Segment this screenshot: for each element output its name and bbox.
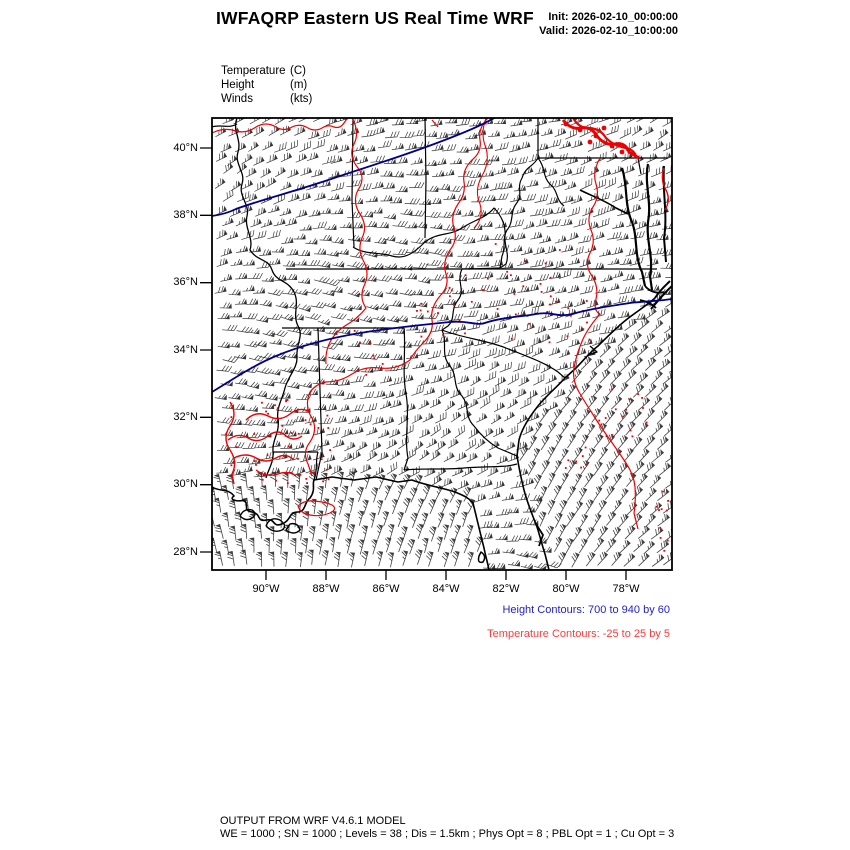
temperature-contour-blob	[594, 134, 599, 139]
temperature-speckle	[667, 540, 669, 542]
temperature-speckle	[265, 411, 267, 413]
temperature-speckle	[641, 397, 643, 399]
temperature-speckle	[298, 433, 300, 435]
footer-model-line: OUTPUT FROM WRF V4.6.1 MODEL	[220, 815, 406, 827]
temperature-speckle	[666, 510, 668, 512]
temperature-contour-blob	[588, 140, 593, 145]
temperature-speckle	[582, 455, 584, 457]
temperature-speckle	[359, 342, 361, 344]
temperature-speckle	[487, 278, 489, 280]
temperature-speckle	[300, 474, 302, 476]
temperature-speckle	[510, 274, 512, 276]
temperature-speckle	[370, 343, 372, 345]
temperature-contour-blob	[564, 122, 569, 127]
temperature-speckle	[365, 374, 367, 376]
temperature-speckle	[288, 446, 290, 448]
temperature-speckle	[297, 458, 299, 460]
temperature-speckle	[437, 312, 439, 314]
temperature-speckle	[254, 460, 256, 462]
temperature-speckle	[451, 289, 453, 291]
temperature-speckle	[497, 308, 499, 310]
page-title: IWFAQRP Eastern US Real Time WRF	[216, 8, 534, 28]
temperature-speckle	[231, 464, 233, 466]
temperature-speckle	[585, 464, 587, 466]
boundary-path	[212, 124, 237, 127]
temperature-speckle	[580, 467, 582, 469]
temperature-speckle	[262, 479, 264, 481]
boundary-path	[404, 328, 408, 470]
temperature-speckle	[611, 388, 613, 390]
temperature-speckle	[555, 301, 557, 303]
temperature-speckle	[267, 413, 269, 415]
boundary-path	[622, 168, 645, 286]
temperature-speckle	[427, 311, 429, 313]
temperature-speckle	[522, 285, 524, 287]
temperature-speckle	[285, 399, 287, 401]
temperature-speckle	[611, 434, 613, 436]
temperature-speckle	[586, 300, 588, 302]
temperature-speckle	[264, 473, 266, 475]
temperature-speckle	[661, 508, 663, 510]
height-contour	[212, 299, 672, 392]
temperature-contour-blob	[610, 144, 615, 149]
temperature-speckle	[511, 338, 513, 340]
lat-tick-label: 36°N	[173, 276, 198, 289]
lat-tick-label: 30°N	[173, 478, 198, 491]
boundary-path	[664, 166, 666, 262]
legend-temperature-name: Temperature	[221, 65, 286, 77]
temperature-speckle	[601, 424, 603, 426]
temperature-contour-blob	[578, 128, 583, 133]
lat-tick-label: 28°N	[173, 545, 198, 558]
lon-tick-label: 90°W	[252, 583, 280, 595]
lon-tick-label: 86°W	[372, 583, 400, 595]
temperature-speckle	[442, 334, 444, 336]
temperature-speckle	[292, 473, 294, 475]
temperature-speckle	[449, 287, 451, 289]
temperature-speckle	[318, 427, 320, 429]
temperature-speckle	[267, 454, 269, 456]
temperature-speckle	[277, 407, 279, 409]
boundary-path	[479, 552, 485, 562]
temperature-contour-blob	[602, 126, 607, 131]
temperature-speckle	[421, 303, 423, 305]
temperature-speckle	[575, 462, 577, 464]
temperature-speckle	[453, 304, 455, 306]
temperature-speckle	[660, 537, 662, 539]
temperature-speckle	[261, 402, 263, 404]
temperature-contour-legend: Temperature Contours: -25 to 25 by 5	[487, 628, 670, 640]
legend-temperature-unit: (C)	[290, 65, 306, 77]
temperature-speckle	[528, 323, 530, 325]
temperature-speckle	[354, 330, 356, 332]
temperature-speckle	[291, 432, 293, 434]
temperature-speckle	[642, 407, 644, 409]
temperature-speckle	[495, 243, 497, 245]
temperature-speckle	[328, 478, 330, 480]
temperature-contour	[326, 118, 367, 364]
height-contour-legend: Height Contours: 700 to 940 by 60	[502, 604, 670, 616]
lat-tick-label: 32°N	[173, 410, 198, 423]
temperature-contour	[305, 118, 488, 476]
temperature-speckle	[382, 363, 384, 365]
temperature-contour	[563, 120, 639, 158]
temperature-speckle	[514, 293, 516, 295]
temperature-speckle	[549, 304, 551, 306]
temperature-speckle	[255, 464, 257, 466]
temperature-speckle	[606, 435, 608, 437]
temperature-speckle	[667, 500, 669, 502]
temperature-speckle	[287, 482, 289, 484]
temperature-speckle	[550, 295, 552, 297]
model-footer	[220, 815, 674, 841]
temperature-speckle	[540, 283, 542, 285]
temperature-speckle	[637, 393, 639, 395]
temperature-speckle	[559, 249, 561, 251]
temperature-speckle	[663, 550, 665, 552]
temperature-speckle	[575, 461, 577, 463]
temperature-speckle	[605, 417, 607, 419]
temperature-speckle	[589, 339, 591, 341]
temperature-speckle	[421, 336, 423, 338]
temperature-speckle	[305, 419, 307, 421]
temperature-contour-blob	[620, 150, 625, 155]
temperature-speckle	[598, 420, 600, 422]
temperature-speckle	[282, 425, 284, 427]
temperature-speckle	[586, 322, 588, 324]
temperature-speckle	[565, 467, 567, 469]
temperature-speckle	[253, 433, 255, 435]
temperature-speckle	[305, 478, 307, 480]
temperature-speckle	[274, 404, 276, 406]
temperature-speckle	[659, 527, 661, 529]
temperature-speckle	[541, 291, 543, 293]
temperature-speckle	[545, 263, 547, 265]
legend-winds-unit: (kts)	[290, 93, 313, 105]
map-inner	[206, 110, 691, 570]
footer-config-line: WE = 1000 ; SN = 1000 ; Levels = 38 ; Dis = 1.5km ; Phys Opt = 8 ; PBL Opt = 1 ; Cu Opt = 3	[220, 828, 675, 840]
temperature-speckle	[567, 335, 569, 337]
legend-height-unit: (m)	[290, 79, 308, 91]
temperature-speckle	[449, 295, 451, 297]
temperature-speckle	[464, 333, 466, 335]
temperature-speckle	[585, 447, 587, 449]
temperature-speckle	[326, 469, 328, 471]
lon-tick-label: 88°W	[312, 583, 340, 595]
temperature-speckle	[471, 301, 473, 303]
temperature-speckle	[327, 427, 329, 429]
temperature-speckle	[582, 328, 584, 330]
temperature-speckle	[275, 480, 277, 482]
temperature-speckle	[567, 459, 569, 461]
temperature-speckle	[658, 509, 660, 511]
temperature-speckle	[236, 446, 238, 448]
temperature-speckle	[506, 271, 508, 273]
temperature-speckle	[625, 409, 627, 411]
boundary-path	[404, 464, 517, 470]
temperature-speckle	[622, 416, 624, 418]
temperature-speckle	[662, 491, 664, 493]
temperature-speckle	[321, 458, 323, 460]
temperature-speckle	[420, 310, 422, 312]
temperature-speckle	[646, 422, 648, 424]
temperature-speckle	[615, 408, 617, 410]
boundary-path	[580, 190, 628, 214]
temperature-speckle	[655, 506, 657, 508]
temperature-speckle	[329, 449, 331, 451]
temperature-speckle	[231, 416, 233, 418]
legend-height-name: Height	[221, 79, 255, 91]
lat-tick-label: 40°N	[173, 141, 198, 154]
temperature-speckle	[322, 481, 324, 483]
temperature-speckle	[310, 423, 312, 425]
lon-tick-label: 78°W	[612, 583, 640, 595]
legend-winds-name: Winds	[221, 93, 253, 105]
temperature-speckle	[524, 260, 526, 262]
temperature-speckle	[550, 277, 552, 279]
boundary-path	[442, 330, 517, 456]
temperature-speckle	[482, 289, 484, 291]
lon-tick-label: 80°W	[552, 583, 580, 595]
lat-tick-label: 38°N	[173, 208, 198, 221]
temperature-speckle	[314, 471, 316, 473]
temperature-speckle	[567, 307, 569, 309]
temperature-speckle	[547, 311, 549, 313]
lon-tick-label: 84°W	[432, 583, 460, 595]
temperature-speckle	[369, 341, 371, 343]
temperature-speckle	[549, 341, 551, 343]
lat-tick-label: 34°N	[173, 343, 198, 356]
boundary-path	[425, 118, 426, 238]
valid-time: Valid: 2026-02-10_10:00:00	[539, 24, 678, 37]
temperature-speckle	[416, 310, 418, 312]
temperature-speckle	[630, 430, 632, 432]
temperature-speckle	[632, 436, 634, 438]
temperature-speckle	[373, 355, 375, 357]
init-time: Init: 2026-02-10_00:00:00	[548, 11, 678, 23]
temperature-speckle	[327, 415, 329, 417]
temperature-speckle	[515, 314, 517, 316]
temperature-speckle	[465, 274, 467, 276]
temperature-speckle	[373, 358, 375, 360]
temperature-speckle	[283, 455, 285, 457]
temperature-speckle	[629, 398, 631, 400]
temperature-speckle	[306, 482, 308, 484]
boundary-path	[266, 519, 285, 531]
lon-tick-label: 82°W	[492, 583, 520, 595]
boundary-path	[538, 158, 564, 206]
